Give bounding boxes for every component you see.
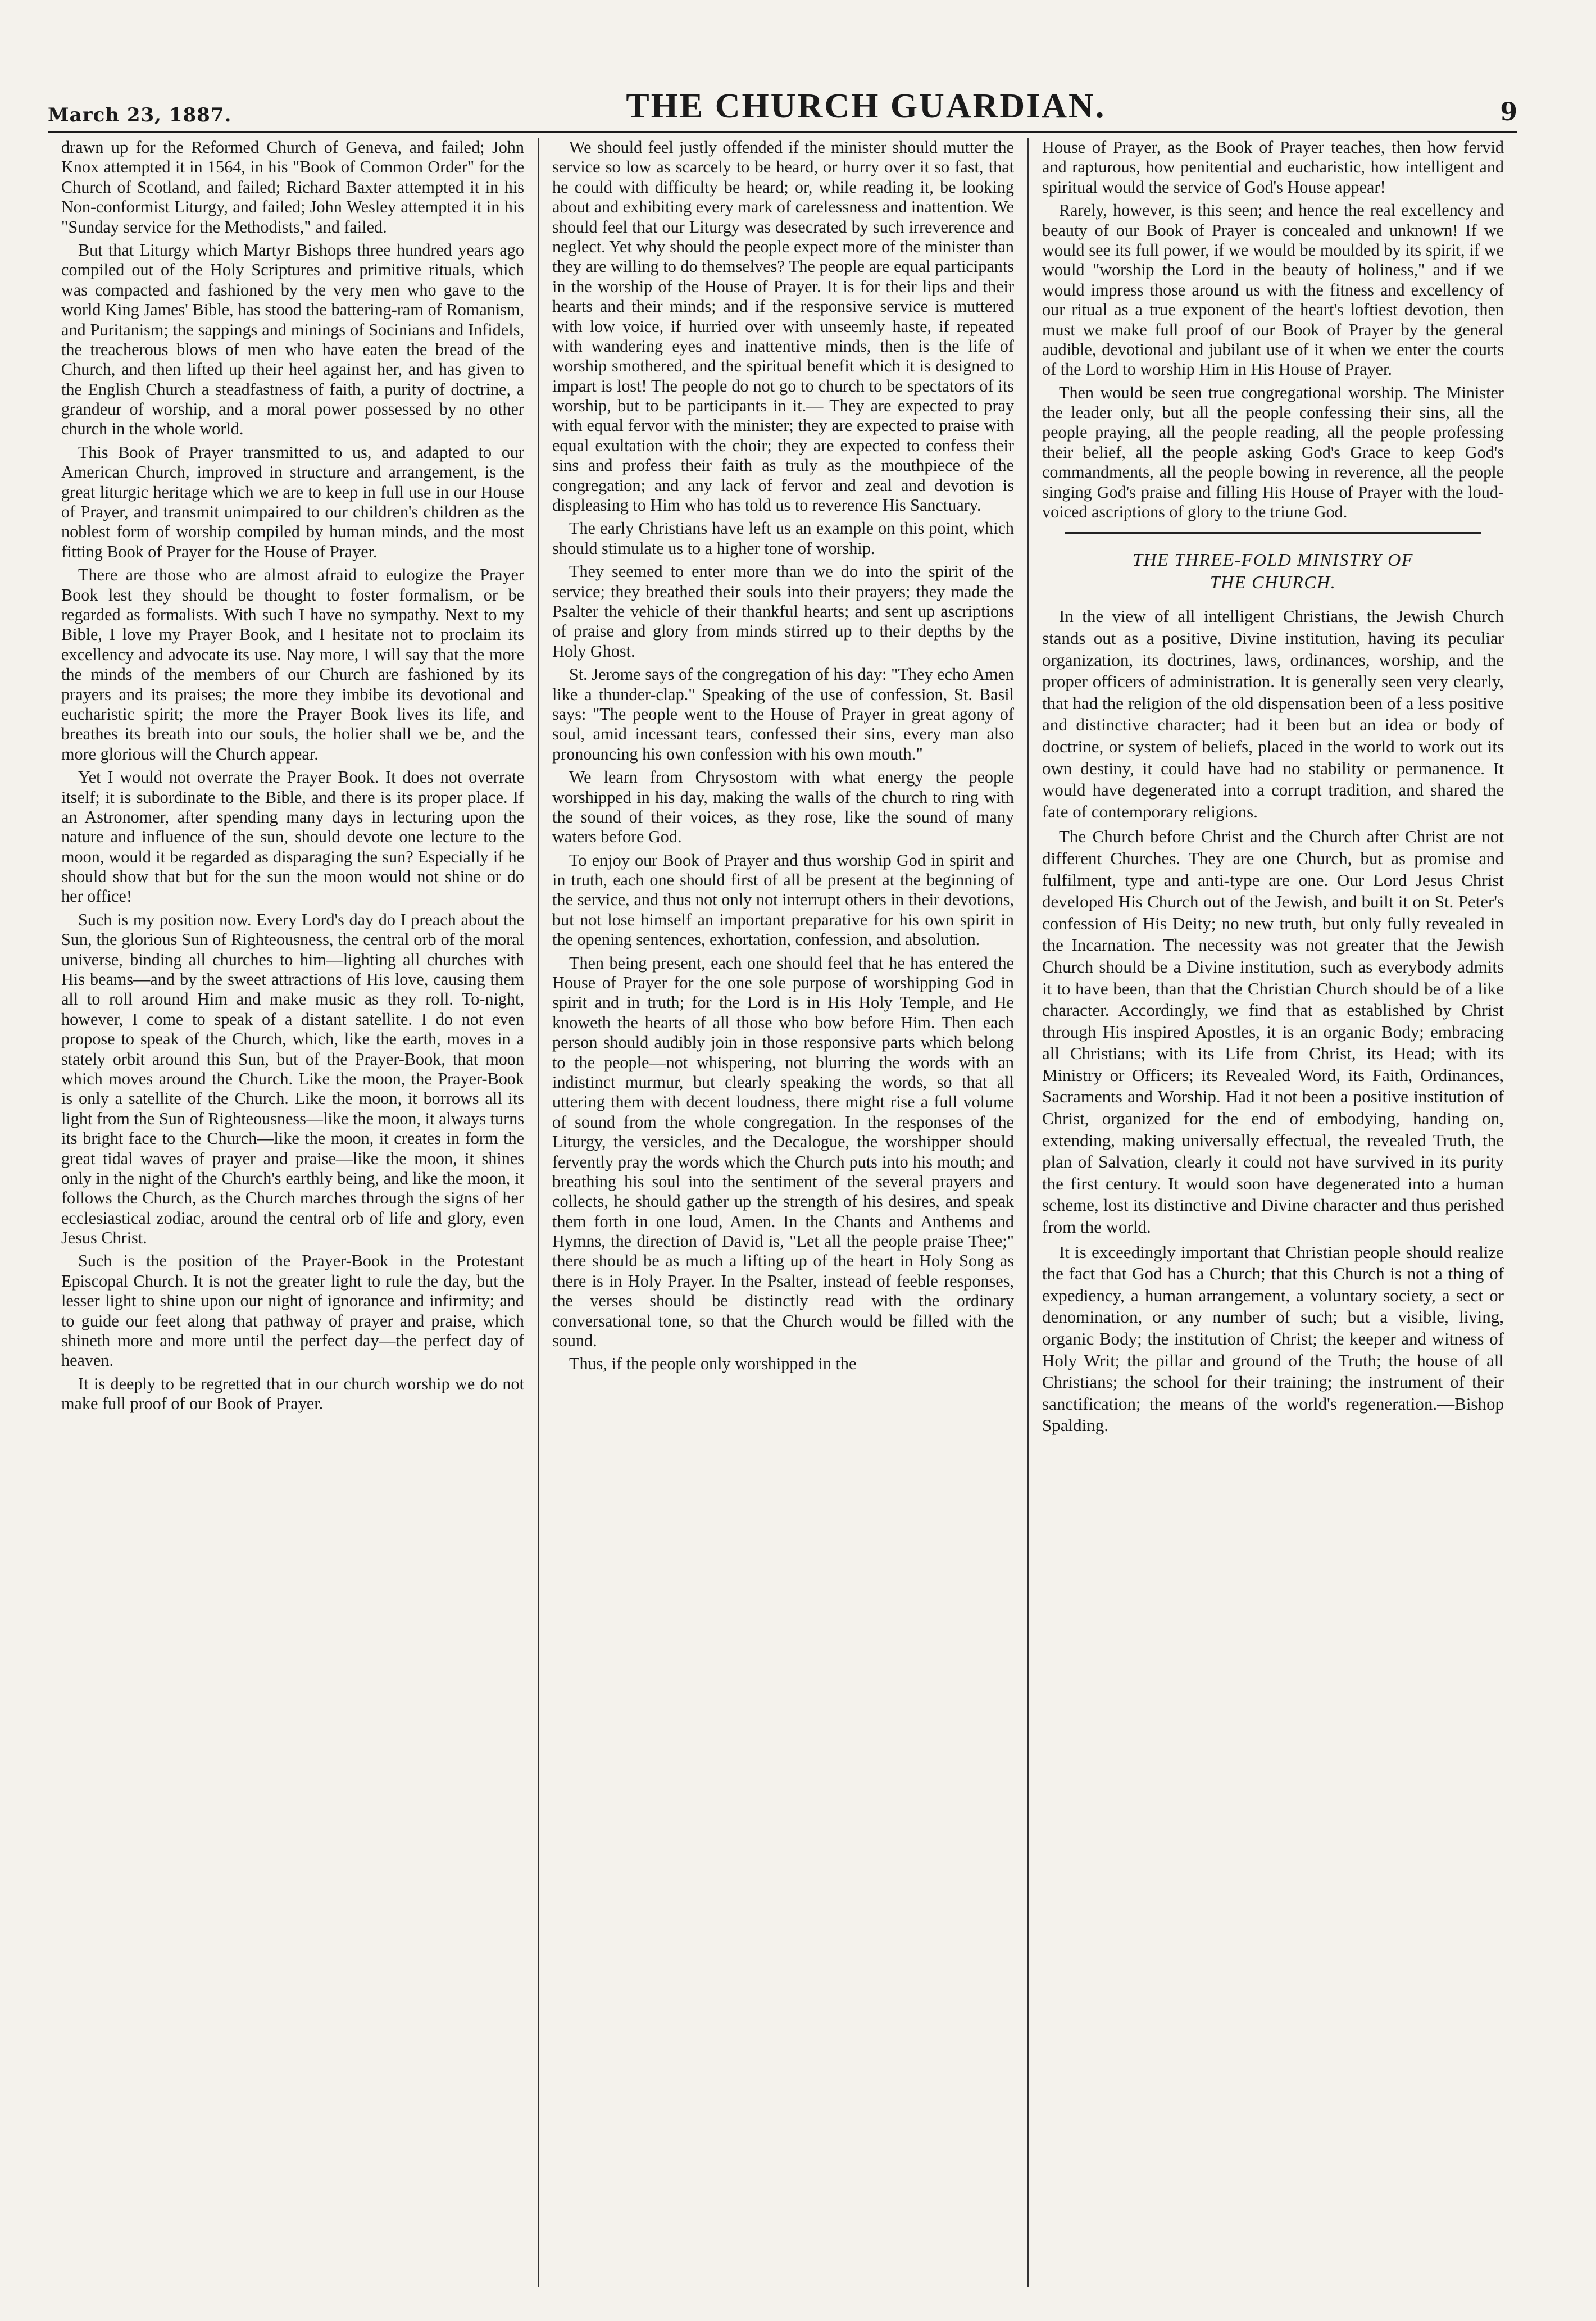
paragraph: The early Christians have left us an example on this point, which should stimulate us to a higher tone of worship. [552, 519, 1014, 558]
column-2 [538, 138, 1027, 2287]
paragraph: Then would be seen true congregational worship. The Minister the leader only, but all the people confessing their sins, all the people praying, all the people reading, all the people professing their belief, all the people asking God's Grace to keep God's commandments, all the people bowing in reverence, all the people singing God's praise and filling His House of Prayer with the loud-voiced ascriptions of glory to the triune God. [1042, 383, 1504, 522]
paragraph: House of Prayer, as the Book of Prayer teaches, then how fervid and rapturous, how penitential and eucharistic, how intelligent and spiritual would the service of God's House appear! [1042, 138, 1504, 197]
issue-date: March 23, 1887. [48, 104, 232, 126]
paragraph: In the view of all intelligent Christians, the Jewish Church stands out as a positive, Divine institution, having its peculiar organization, its doctrines, laws, ordinances, worship, and the proper officers of administration. It is generally seen very clearly, that had the religion of the old dispensation been of a less positive and distinctive character; had it been but an idea or body of doctrine, or system of beliefs, placed in the world to work out its own destiny, it could have had no stability or permanence. It would have degenerated into a corrupt tradition, and shared the fate of contemporary religions. [1042, 606, 1504, 821]
article-heading [1042, 548, 1504, 593]
heading-line: THE THREE-FOLD MINISTRY OF [1133, 549, 1413, 570]
heading-line: THE CHURCH. [1209, 572, 1336, 593]
paragraph: But that Liturgy which Martyr Bishops three hundred years ago compiled out of the Holy Scriptures and primitive rituals, which was compacted and fashioned by the very men who gave to the world King James' Bible, has stood the battering-ram of Romanism, and Puritanism; the sappings and minings of Socinians and Infidels, the treacherous blows of men who have eaten the bread of the Church, and then lifted up their heel against her, and has given to the English Church a steadfastness of faith, a purity of doctrine, a grandeur of worship, and a moral power possessed by no other church in the whole world. [61, 240, 524, 439]
paragraph: We learn from Chrysostom with what energy the people worshipped in his day, making the walls of the church to ring with the sound of their voices, as they rose, like the sound of many waters before God. [552, 767, 1014, 847]
paragraph: There are those who are almost afraid to eulogize the Prayer Book lest they should be thought to foster formalism, or be regarded as formalists. With such I have no sympathy. Next to my Bible, I love my Prayer Book, and I hesitate not to proclaim its excellency and advocate its use. Nay more, I will say that the more the minds of the members of our Church are fashioned by its prayers and its praises; the more they imbibe its devotional and eucharistic spirit; the more the Prayer Book lives its life, and breathes its breath into our souls, the holier shall we be, and the more glorious will the Church appear. [61, 565, 524, 764]
paragraph: The Church before Christ and the Church after Christ are not different Churches. They are one Church, but as promise and fulfilment, type and anti-type are one. Our Lord Jesus Christ developed His Church out of the Jewish, and built it on St. Peter's confession of His Deity; no new truth, but only fully revealed in the Incarnation. The necessity was not greater that the Jewish Church should be a Divine institution, such as everybody admits it to have been, than that the Christian Church should be of a like character. Accordingly, we find that as established by Christ through His inspired Apostles, it is an organic Body; embracing all Christians; with its Life from Christ, its Head; with its Ministry or Officers; its Revealed Word, its Faith, Ordinances, Sacraments and Worship. Had it not been a positive institution of Christ, organized for the end of embodying, handing on, extending, making universally effectual, the revealed Truth, the plan of Salvation, clearly it could not have survived in its purity the first century. It would soon have degenerated into a human scheme, lost its distinctive and Divine character and thus perished from the world. [1042, 826, 1504, 1237]
paragraph: Yet I would not overrate the Prayer Book. It does not overrate itself; it is subordinate to the Bible, and there is its proper place. If an Astronomer, after spending many days in lecturing upon the nature and influence of the sun, should devote one lecture to the moon, would it be regarded as disparaging the sun? Especially if he should show that but for the sun the moon would not shine or do her office! [61, 767, 524, 906]
paragraph: It is exceedingly important that Christian people should realize the fact that God has a Church; that this Church is not a thing of expediency, a human arrangement, a voluntary society, a sect or denomination, or any number of such; but a visible, living, organic Body; the institution of Christ; the keeper and witness of Holy Writ; the pillar and ground of the Truth; the house of all Christians; the school for their training; the instrument of their sanctification; the means of the world's regeneration.—Bishop Spalding. [1042, 1242, 1504, 1436]
columns [48, 138, 1517, 2287]
column-3 [1027, 138, 1517, 2287]
paragraph: Rarely, however, is this seen; and hence the real excellency and beauty of our Book of Prayer is concealed and unknown! If we would see its full power, if we would be moulded by its spirit, if we would "worship the Lord in the beauty of holiness," and if we would impress those around us with the fitness and excellency of our ritual as a true exponent of the heart's loftiest devotion, then must we make full proof of our Book of Prayer by the general audible, devotional and jubilant use of it when we enter the courts of the Lord to worship Him in His House of Prayer. [1042, 201, 1504, 379]
paragraph: Thus, if the people only worshipped in the [569, 1354, 857, 1374]
section-divider [1065, 532, 1481, 534]
paragraph: We should feel justly offended if the minister should mutter the service so low as scarcely to be heard, or hurry over it so fast, that he could with difficulty be heard; or, while reading it, be looking about and exhibiting every mark of carelessness and inattention. We should feel that our Liturgy was desecrated by such irreverence and neglect. Yet why should the people expect more of the minister than they are willing to do themselves? The people are equal participants in the worship of the House of Prayer. It is for their lips and their hearts and their minds; and if the responsive service is muttered with low voice, if hurried over with unseemly haste, if repeated with wandering eyes and inattentive minds, then is the life of worship smothered, and the spiritual benefit which it is designed to impart is lost! The people do not go to church to be spectators of its worship, but to be participants in it.— They are expected to pray with equal fervor with the minister; they are expected to praise with equal exultation with the choir; they are expected to confess their sins and profess their faith as truly as the mouthpiece of the congregation; and any lack of fervor and zeal and devotion is displeasing to Him who has told us to reverence His Sanctuary. [552, 138, 1014, 515]
masthead [48, 84, 1517, 133]
paragraph: Then being present, each one should feel that he has entered the House of Prayer for the one sole purpose of worshipping God in spirit and in truth; for the Lord is in His Holy Temple, and He knoweth the hearts of all those who bow before Him. Then each person should audibly join in those responsive parts which belong to the people—not whispering, not blurring the words with an indistinct murmur, but clearly speaking the words, so that all uttering them with decent loudness, there might rise a full volume of sound from the whole congregation. In the responses of the Liturgy, the versicles, and the Decalogue, the worshipper should fervently pray the words which the Church puts into his mouth; and breathing his soul into the sentiment of the several prayers and collects, he should gather up the strength of his desires, and speak them forth in one loud, Amen. In the Chants and Anthems and Hymns, the direction of David is, "Let all the people praise Thee;" there should be as much a lifting up of the heart in Holy Song as there is in Holy Prayer. In the Psalter, instead of feeble responses, the verses should be distinctly read with the ordinary conversational tone, so that the Church would be filled with the sound. [552, 953, 1014, 1351]
paragraph: drawn up for the Reformed Church of Geneva, and failed; John Knox attempted it in 1564, in his "Book of Common Order" for the Church of Scotland, and failed; Richard Baxter attempted it in his Non-conformist Liturgy, and failed; John Wesley attempted it in his "Sunday service for the Methodists," and failed. [61, 138, 524, 237]
newspaper-title: THE CHURCH GUARDIAN. [626, 87, 1106, 125]
paragraph: Such is my position now. Every Lord's day do I preach about the Sun, the glorious Sun of Righteousness, the central orb of the moral universe, binding all churches to him—lighting all churches with His beams—and by the sweet attractions of His love, causing them all to roll around Him and make music as they roll. To-night, however, I come to speak of a distant satellite. I do not even propose to speak of the Church, which, like the earth, moves in a stately orbit around this Sun, but of the Prayer-Book, that moon which moves around the Church. Like the moon, the Prayer-Book is only a satellite of the Church. Like the moon, it borrows all its light from the Sun of Righteousness—like the moon, it always turns its bright face to the Church—like the moon, it creates in form the great tidal waves of prayer and praise—like the moon, it shines only in the night of the Church's earthly being, and like the moon, it follows the Church, as the Church marches through the signs of her ecclesiastical zodiac, around the central orb of life and glory, even Jesus Christ. [61, 910, 524, 1248]
paragraph: To enjoy our Book of Prayer and thus worship God in spirit and in truth, each one should first of all be present at the beginning of the service, and thus not only not interrupt others in their devotions, but not lose himself an important preparative for his own spirit in the opening sentences, exhortation, confession, and absolution. [552, 850, 1014, 950]
page-number: 9 [1500, 98, 1517, 126]
paragraph: St. Jerome says of the congregation of his day: "They echo Amen like a thunder-clap." Speaking of the use of confession, St. Basil says: "The people went to the House of Prayer in great agony of soul, amid incessant tears, confessed their sins, every man also pronouncing his own confession with his own mouth." [552, 665, 1014, 764]
paragraph: This Book of Prayer transmitted to us, and adapted to our American Church, improved in structure and arrangement, is the great liturgic heritage which we are to keep in full use in our House of Prayer, and transmit unimpaired to our children's children as the noblest form of worship compiled by human minds, and the most fitting Book of Prayer for the House of Prayer. [61, 442, 524, 561]
paragraph: Such is the position of the Prayer-Book in the Protestant Episcopal Church. It is not the greater light to rule the day, but the lesser light to shine upon our night of ignorance and infirmity; and to guide our feet along that pathway of prayer and praise, which shineth more and more until the perfect day—the perfect day of heaven. [61, 1251, 524, 1370]
paragraph: They seemed to enter more than we do into the spirit of the service; they breathed their souls into their prayers; they made the Psalter the vehicle of their thankful hearts; and sent up ascriptions of praise and glory from minds stirred up to their depths by the Holy Ghost. [552, 562, 1014, 661]
column-1 [48, 138, 538, 2287]
paragraph: It is deeply to be regretted that in our church worship we do not make full proof of our Book of Prayer. [61, 1374, 524, 1414]
